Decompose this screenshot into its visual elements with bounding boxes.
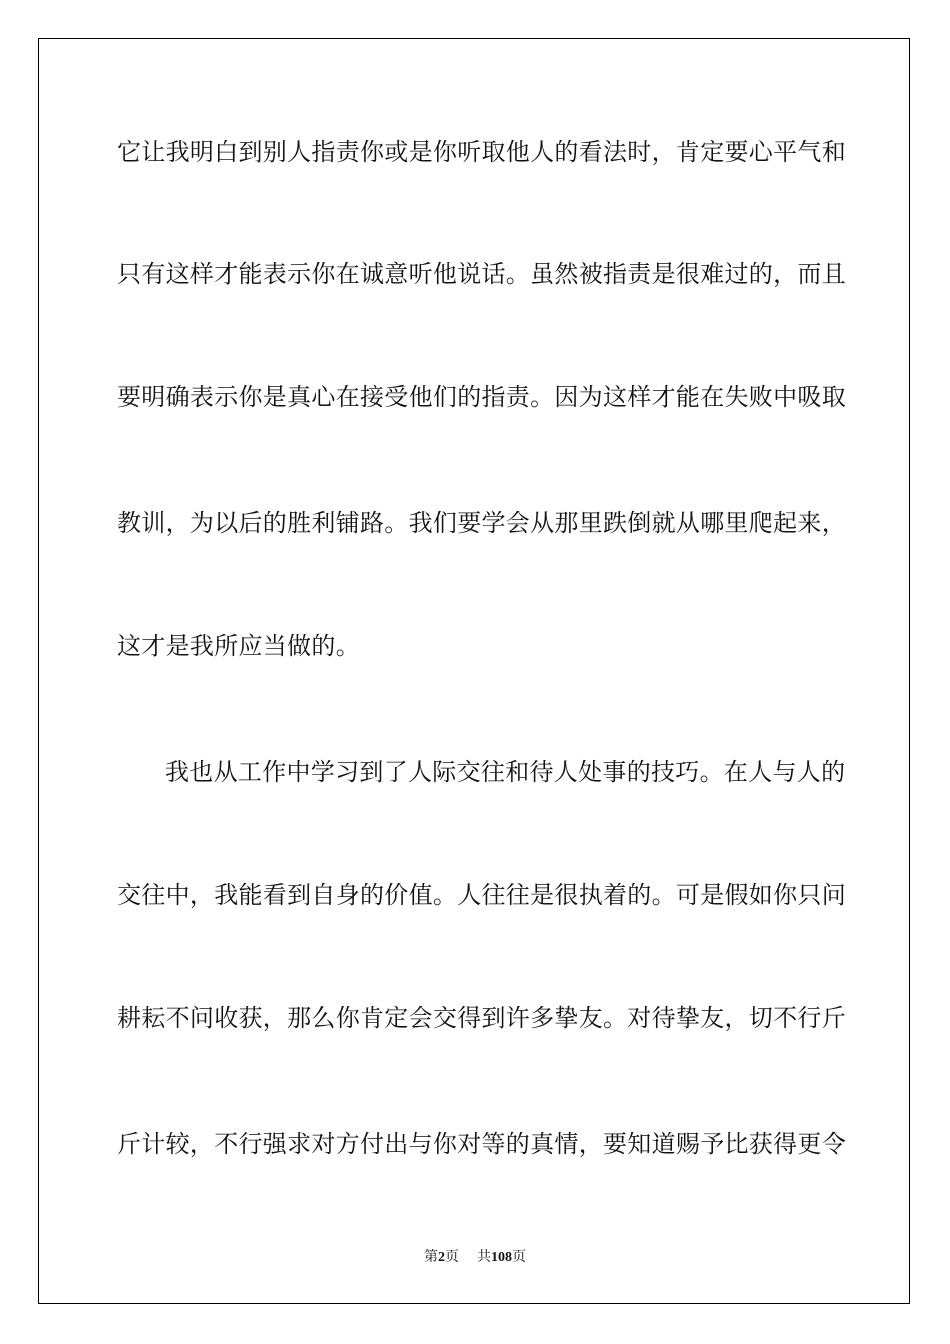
page-border [38,38,910,1304]
page-suffix: 页 [445,1250,459,1265]
text-line-8: 耕耘不问收获，那么你肯定会交得到许多挚友。对待挚友，切不行斤 [117,1004,846,1032]
total-suffix: 页 [512,1250,526,1265]
text-line-2: 只有这样才能表示你在诚意听他说话。虽然被指责是很难过的，而且 [117,260,846,288]
paragraph-2-line-1: 我也从工作中学习到了人际交往和待人处事的技巧。在人与人的 [165,758,846,786]
text-line-9: 斤计较，不行强求对方付出与你对等的真情，要知道赐予比获得更令 [117,1130,846,1158]
page-footer [0,1246,950,1266]
text-line-7: 交往中，我能看到自身的价值。人往往是很执着的。可是假如你只问 [117,881,846,909]
page-prefix: 第 [424,1250,438,1265]
total-prefix: 共 [477,1250,491,1265]
text-line-4: 教训，为以后的胜利铺路。我们要学会从那里跌倒就从哪里爬起来， [117,509,846,537]
total-pages: 108 [491,1250,512,1265]
text-line-1: 它让我明白到别人指责你或是你听取他人的看法时，肯定要心平气和 [117,138,846,166]
text-line-5: 这才是我所应当做的。 [117,632,360,660]
page-number: 2 [438,1250,445,1265]
text-line-3: 要明确表示你是真心在接受他们的指责。因为这样才能在失败中吸取 [117,383,846,411]
